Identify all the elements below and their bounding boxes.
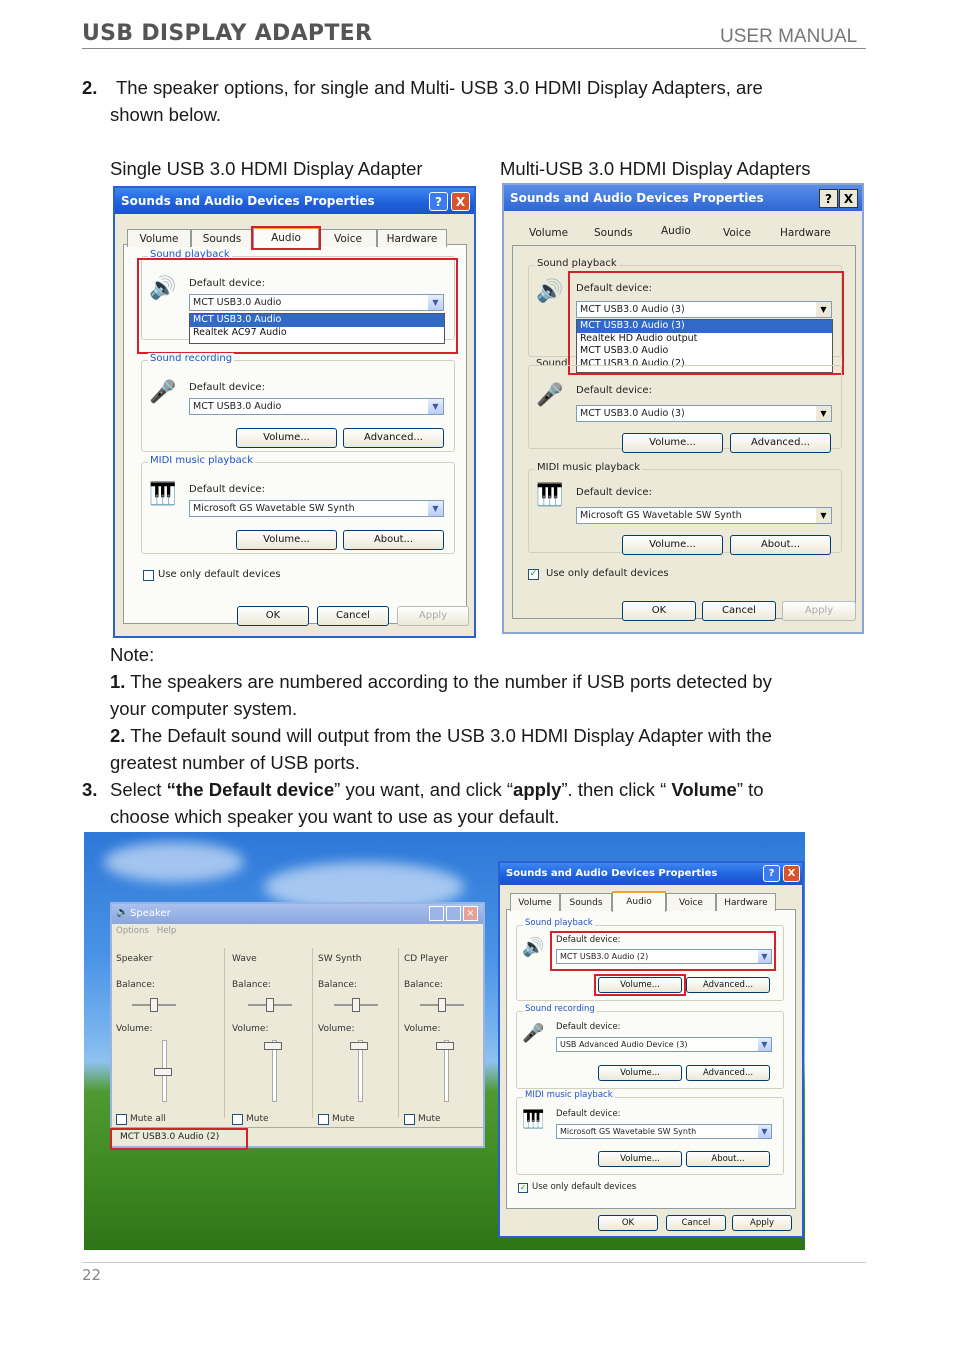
playback-highlight: [550, 931, 776, 971]
playback-volume-button[interactable]: Volume...: [598, 977, 682, 993]
step3-bold-volume: Volume: [671, 779, 737, 800]
apply-button[interactable]: Apply: [732, 1215, 792, 1231]
use-only-default-label: Use only default devices: [532, 1182, 637, 1192]
cancel-button[interactable]: Cancel: [666, 1215, 726, 1231]
speaker-column: [116, 948, 202, 1124]
list-item[interactable]: MCT USB3.0 Audio (3): [577, 320, 832, 333]
speaker-icon: 🔈: [116, 907, 129, 918]
chevron-down-icon[interactable]: ▼: [816, 302, 831, 317]
sound-playback-label: Sound playback: [150, 249, 230, 260]
chevron-down-icon[interactable]: ▼: [816, 406, 831, 421]
chevron-down-icon[interactable]: ▼: [428, 295, 443, 310]
dialog-title: Sounds and Audio Devices Properties: [504, 185, 862, 211]
tab-sounds[interactable]: Sounds: [594, 227, 633, 239]
volume-label: Volume:: [404, 1024, 441, 1034]
midi-keyboard-icon: 🎹: [149, 482, 177, 507]
recording-advanced-button[interactable]: Advanced...: [730, 433, 831, 453]
midi-about-button[interactable]: About...: [730, 535, 831, 555]
help-button[interactable]: ?: [763, 865, 780, 882]
microphone-icon: 🎤: [522, 1023, 545, 1044]
balance-thumb[interactable]: [266, 998, 274, 1012]
midi-device-value: Microsoft GS Wavetable SW Synth: [580, 510, 742, 521]
desktop-screenshot: [84, 832, 805, 1250]
playback-default-label: Default device:: [576, 283, 652, 294]
column-title: Speaker: [116, 954, 153, 964]
midi-label: MIDI music playback: [537, 462, 641, 473]
volume-label: Volume:: [116, 1024, 153, 1034]
cd-player-column: [404, 948, 490, 1124]
audio-tab-highlight: [251, 226, 321, 250]
balance-thumb[interactable]: [438, 998, 446, 1012]
step3-line1: [110, 776, 764, 803]
chevron-down-icon[interactable]: ▼: [758, 950, 771, 963]
note-1-text: The speakers are numbered according to the number if USB ports detected by: [125, 671, 772, 692]
menu-options[interactable]: Options: [116, 926, 149, 936]
sound-recording-label: Sound recording: [150, 353, 233, 364]
tab-hardware[interactable]: Hardware: [780, 227, 831, 239]
sound-recording-partial-label: Sound: [536, 358, 568, 369]
maximize-icon[interactable]: [446, 906, 461, 921]
recording-default-label: Default device:: [189, 382, 265, 393]
balance-thumb[interactable]: [150, 998, 158, 1012]
minimize-icon[interactable]: [429, 906, 444, 921]
tab-volume[interactable]: Volume: [127, 229, 191, 247]
mute-checkbox[interactable]: [318, 1114, 329, 1125]
close-button[interactable]: X: [451, 192, 470, 211]
wave-column: [232, 948, 318, 1124]
ok-button[interactable]: OK: [598, 1215, 658, 1231]
mute-all-checkbox[interactable]: [116, 1114, 127, 1125]
chevron-down-icon[interactable]: ▼: [758, 1038, 771, 1051]
sound-recording-label: Sound recording: [525, 1004, 595, 1014]
playback-device-value: MCT USB3.0 Audio (3): [580, 304, 685, 315]
volume-thumb[interactable]: [350, 1042, 368, 1050]
use-only-default-label: Use only default devices: [158, 569, 281, 580]
column-title: SW Synth: [318, 954, 362, 964]
tab-audio[interactable]: Audio: [612, 891, 666, 912]
help-button[interactable]: ?: [819, 189, 838, 208]
step3-number: 3.: [82, 779, 98, 800]
note-2-line1: [110, 722, 772, 749]
midi-default-label: Default device:: [576, 487, 652, 498]
midi-volume-button[interactable]: Volume...: [598, 1151, 682, 1167]
sound-playback-label: Sound playback: [525, 918, 593, 928]
list-item[interactable]: MCT USB3.0 Audio: [190, 314, 444, 327]
volume-thumb[interactable]: [264, 1042, 282, 1050]
tab-sounds[interactable]: Sounds: [191, 229, 253, 247]
caption-single: Single USB 3.0 HDMI Display Adapter: [110, 158, 423, 179]
midi-volume-button[interactable]: Volume...: [236, 530, 337, 550]
midi-label: MIDI music playback: [150, 455, 254, 466]
status-device-name: MCT USB3.0 Audio (2): [120, 1132, 220, 1142]
playback-default-label: Default device:: [189, 278, 265, 289]
midi-device-select[interactable]: [576, 507, 832, 524]
step3-text: Select: [110, 779, 167, 800]
volume-label: Volume:: [318, 1024, 355, 1034]
speaker-icon: 🔊: [536, 279, 564, 304]
use-only-default-checkbox[interactable]: ✓: [529, 569, 538, 579]
speaker-menu: [116, 926, 176, 936]
midi-device-value: Microsoft GS Wavetable SW Synth: [193, 503, 355, 514]
midi-default-label: Default device:: [556, 1109, 621, 1119]
mute-checkbox[interactable]: [232, 1114, 243, 1125]
properties-dialog-step3: [498, 861, 804, 1238]
midi-keyboard-icon: 🎹: [522, 1109, 545, 1130]
header-title: USB DISPLAY ADAPTER: [82, 21, 373, 46]
menu-help[interactable]: Help: [156, 926, 177, 936]
step3-text: ” to: [736, 779, 764, 800]
tab-volume[interactable]: Volume: [510, 893, 560, 911]
balance-label: Balance:: [116, 980, 155, 990]
recording-advanced-button[interactable]: Advanced...: [343, 428, 444, 448]
midi-device-select[interactable]: [189, 500, 444, 517]
chevron-down-icon[interactable]: ▼: [758, 1125, 771, 1138]
tab-voice[interactable]: Voice: [319, 229, 377, 247]
tab-audio[interactable]: Audio: [253, 227, 319, 248]
step3-line2: choose which speaker you want to use as your default.: [110, 806, 560, 827]
list-item[interactable]: MCT USB3.0 Audio (2): [580, 357, 685, 369]
volume-thumb[interactable]: [154, 1068, 172, 1076]
tab-hardware[interactable]: Hardware: [716, 893, 776, 911]
note-1-line1: [110, 668, 772, 695]
chevron-down-icon[interactable]: ▼: [816, 508, 831, 523]
midi-keyboard-icon: 🎹: [536, 483, 564, 508]
volume-label: Volume:: [232, 1024, 269, 1034]
cancel-button[interactable]: Cancel: [317, 606, 389, 626]
footer-rule: [82, 1262, 866, 1263]
header-rule: [82, 48, 866, 49]
ok-button[interactable]: OK: [237, 606, 309, 626]
midi-device-select[interactable]: [556, 1124, 772, 1139]
step2-line2: shown below.: [110, 104, 222, 125]
microphone-icon: 🎤: [149, 380, 177, 405]
tab-audio[interactable]: Audio: [661, 225, 691, 237]
balance-label: Balance:: [318, 980, 357, 990]
dialog-title: Sounds and Audio Devices Properties: [115, 188, 474, 214]
recording-volume-button[interactable]: Volume...: [622, 433, 723, 453]
use-only-default-checkbox[interactable]: [143, 570, 154, 581]
step2-line1: The speaker options, for single and Multi- USB 3.0 HDMI Display Adapters, are: [116, 77, 763, 98]
mute-label: Mute: [246, 1114, 269, 1124]
playback-highlight: [137, 258, 458, 354]
sw-synth-column: [318, 948, 404, 1124]
playback-advanced-button[interactable]: Advanced...: [686, 977, 770, 993]
recording-device-value: USB Advanced Audio Device (3): [560, 1040, 688, 1049]
apply-button[interactable]: Apply: [782, 601, 856, 621]
step3-text: ”. then click “: [561, 779, 672, 800]
speaker-icon: 🔊: [522, 937, 545, 958]
list-item[interactable]: MCT USB3.0 Audio: [580, 345, 669, 356]
volume-thumb[interactable]: [436, 1042, 454, 1050]
close-icon[interactable]: ×: [463, 906, 478, 921]
mute-checkbox[interactable]: [404, 1114, 415, 1125]
balance-thumb[interactable]: [352, 998, 360, 1012]
column-title: Wave: [232, 954, 257, 964]
single-adapter-dialog: [113, 186, 476, 638]
status-highlight: [110, 1128, 248, 1150]
step3-bold-default-device: “the Default device: [166, 779, 335, 800]
volume-button-highlight: [594, 974, 686, 996]
step3-bold-apply: apply: [513, 779, 562, 800]
divider: [312, 948, 313, 1118]
window-controls: [429, 906, 479, 922]
note-2-text: The Default sound will output from the USB 3.0 HDMI Display Adapter with the: [125, 725, 772, 746]
playback-device-value: MCT USB3.0 Audio (2): [560, 952, 649, 961]
tab-hardware[interactable]: Hardware: [377, 229, 447, 247]
note-1-number: 1.: [110, 671, 126, 692]
step2-number: 2.: [82, 77, 98, 98]
multi-adapter-dialog: [502, 183, 864, 634]
recording-device-value: MCT USB3.0 Audio: [193, 401, 282, 412]
chevron-down-icon[interactable]: ▼: [428, 501, 443, 516]
speaker-volume-window: [110, 902, 485, 1148]
ok-button[interactable]: OK: [622, 601, 696, 621]
list-item[interactable]: Realtek AC97 Audio: [193, 326, 287, 338]
cancel-button[interactable]: Cancel: [702, 601, 776, 621]
midi-default-label: Default device:: [189, 484, 265, 495]
tab-voice[interactable]: Voice: [666, 893, 716, 911]
recording-volume-button[interactable]: Volume...: [236, 428, 337, 448]
recording-advanced-button[interactable]: Advanced...: [686, 1065, 770, 1081]
speaker-icon: 🔊: [149, 276, 177, 301]
column-title: CD Player: [404, 954, 449, 964]
sound-playback-label: Sound playback: [537, 258, 617, 269]
header-subtitle: USER MANUAL: [720, 26, 858, 47]
tab-sounds[interactable]: Sounds: [560, 893, 612, 911]
midi-label: MIDI music playback: [525, 1090, 613, 1100]
dialog-title: Sounds and Audio Devices Properties: [500, 863, 802, 885]
mute-label: Mute: [332, 1114, 355, 1124]
list-item[interactable]: Realtek HD Audio output: [580, 332, 698, 344]
balance-label: Balance:: [232, 980, 271, 990]
note-1-line2: your computer system.: [110, 698, 298, 719]
chevron-down-icon[interactable]: ▼: [428, 399, 443, 414]
midi-device-value: Microsoft GS Wavetable SW Synth: [560, 1127, 697, 1136]
use-only-default-label: Use only default devices: [546, 568, 669, 579]
caption-multi: Multi-USB 3.0 HDMI Display Adapters: [500, 158, 811, 179]
recording-device-select[interactable]: [189, 398, 444, 415]
mute-label: Mute: [418, 1114, 441, 1124]
balance-label: Balance:: [404, 980, 443, 990]
note-label: Note:: [110, 644, 155, 665]
help-button[interactable]: ?: [429, 192, 448, 211]
midi-about-button[interactable]: About...: [343, 530, 444, 550]
playback-device-value: MCT USB3.0 Audio: [193, 297, 282, 308]
midi-volume-button[interactable]: Volume...: [622, 535, 723, 555]
apply-button[interactable]: Apply: [397, 606, 469, 626]
microphone-icon: 🎤: [536, 383, 564, 408]
step3-text: ” you want, and click “: [334, 779, 514, 800]
playback-default-label: Default device:: [556, 935, 621, 945]
cloud: [104, 842, 244, 882]
note-2-line2: greatest number of USB ports.: [110, 752, 360, 773]
divider: [224, 948, 225, 1118]
close-button[interactable]: X: [783, 865, 800, 882]
close-button[interactable]: X: [839, 189, 858, 208]
note-2-number: 2.: [110, 725, 126, 746]
midi-about-button[interactable]: About...: [686, 1151, 770, 1167]
playback-highlight: [568, 271, 844, 375]
speaker-window-title: Speaker: [112, 904, 483, 924]
divider: [398, 948, 399, 1118]
use-only-default-checkbox[interactable]: ✓: [519, 1183, 527, 1192]
tab-volume[interactable]: Volume: [529, 227, 569, 239]
recording-device-select[interactable]: [556, 1037, 772, 1052]
recording-default-label: Default device:: [556, 1022, 621, 1032]
mute-all-label: Mute all: [130, 1114, 166, 1124]
recording-device-value: MCT USB3.0 Audio (3): [580, 408, 685, 419]
tab-voice[interactable]: Voice: [723, 227, 751, 239]
recording-device-select[interactable]: [576, 405, 832, 422]
recording-default-label: Default device:: [576, 385, 652, 396]
page-number: 22: [82, 1266, 102, 1284]
recording-volume-button[interactable]: Volume...: [598, 1065, 682, 1081]
